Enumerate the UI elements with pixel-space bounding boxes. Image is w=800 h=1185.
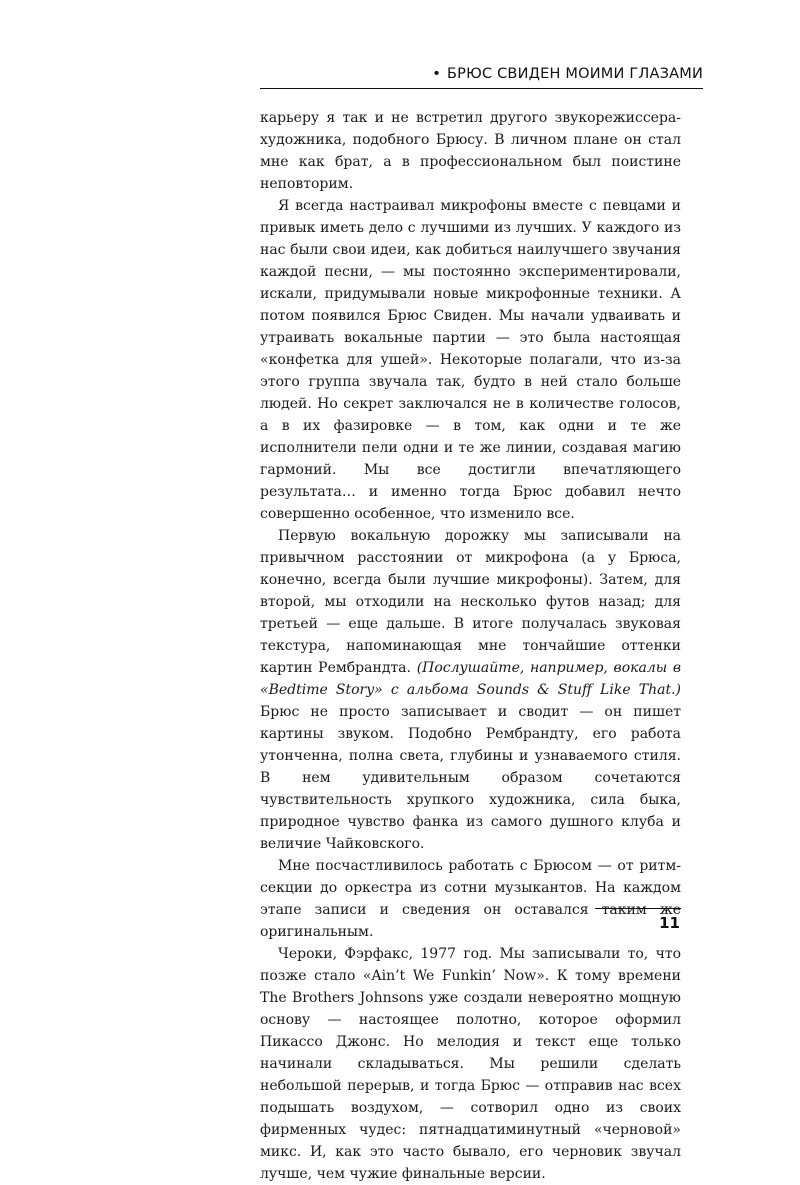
- page-number: 11: [659, 914, 680, 932]
- paragraph: Я всегда настраивал микрофоны вместе с певцами и привык иметь дело с лучшими из лучших. У каждого из нас были свои идеи, как добиться наилучшего звучания каждой песни, — мы постоянно экспериментировали, искали, придумывали новые микрофонные техники. А потом появился Брюс Свиден. Мы начали удваивать и утраивать вокальные партии — это была настоящая «конфетка для ушей». Некоторые полагали, что из-за этого группа звучала так, будто в ней стало больше людей. Но секрет заключался не в количестве голосов, а в их фазировке — в том, как одни и те же исполнители пели одни и те же линии, создавая магию гармоний. Мы все достигли впечатляющего результата… и именно тогда Брюс добавил нечто совершенно особенное, что изменило все.: [260, 198, 681, 522]
- body-text: [260, 107, 681, 1185]
- header-rule: [260, 88, 703, 89]
- paragraph-text: Первую вокальную дорожку мы записывали на привычном расстоянии от микрофона (а у Брюса, конечно, всегда были лучшие микрофоны). Затем, для второй, мы отходили на несколько футов назад; для третьей — еще дальше. В итоге получалась звуковая текстура, напоминающая мне тончайшие оттенки картин Рембрандта.: [260, 528, 681, 676]
- footer-rule: [595, 908, 681, 909]
- paragraph: Мне посчастливилось работать с Брюсом — от ритм-секции до оркестра из сотни музыкантов. На каждом этапе записи и сведения он оставался таким же оригинальным.: [260, 858, 681, 940]
- running-head-title: БРЮС СВИДЕН МОИМИ ГЛАЗАМИ: [447, 66, 703, 82]
- paragraph: Чероки, Фэрфакс, 1977 год. Мы записывали то, что позже стало «Ain’t We Funkin’ Now». К тому времени The Brothers Johnsons уже создали невероятно мощную основу — настоящее полотно, которое оформил Пикассо Джонс. Но мелодия и текст еще только начинали складываться. Мы решили сделать небольшой перерыв, и тогда Брюс — отправив нас всех подышать воздухом, — сотворил одно из своих фирменных чудес: пятнадцатиминутный «черновой» микс. И, как это часто бывало, его черновик звучал лучше, чем чужие финальные версии.: [260, 946, 681, 1182]
- paragraph: карьеру я так и не встретил другого звукорежиссера-художника, подобного Брюсу. В личном плане он стал мне как брат, а в профессиональном был поистине неповторим.: [260, 110, 681, 192]
- running-head: [432, 66, 703, 82]
- paragraph: [260, 525, 681, 855]
- bullet-icon: •: [432, 66, 442, 82]
- paragraph-text: Брюс не просто записывает и сводит — он пишет картины звуком. Подобно Рембрандту, его работа утонченна, полна света, глубины и узнаваемого стиля. В нем удивительным образом сочетаются чувствительность хрупкого художника, сила быка, природное чувство фанка из самого душного клуба и величие Чайковского.: [260, 704, 681, 852]
- italic-aside: (Послушайте, например, вокалы в «Bedtime Story» с альбома Sounds & Stuff Like That.): [260, 660, 681, 698]
